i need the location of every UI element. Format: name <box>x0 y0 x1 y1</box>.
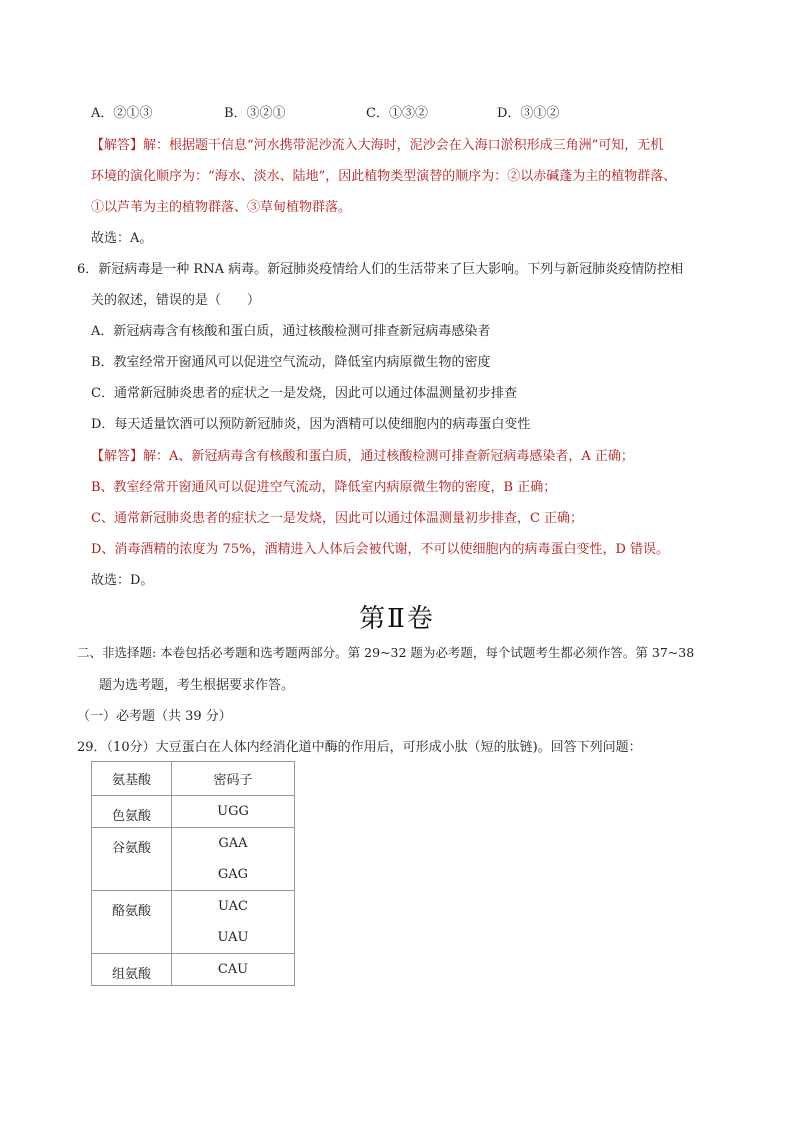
table-header-row <box>92 762 295 796</box>
codon-value: UGG <box>217 804 249 819</box>
table-header-codon: 密码子 <box>172 762 295 796</box>
answer-prefix: 【解答】 <box>91 138 144 153</box>
part2-subheading: （一）必考题（共 39 分） <box>77 709 232 724</box>
table-row <box>92 891 295 954</box>
q6-choice: 故选：D。 <box>91 573 154 588</box>
q5-answer-line-2: 环境的演化顺序为：“海水、淡水、陆地”，因此植物类型演替的顺序为：②以赤碱蓬为主的植物群落、 <box>91 169 677 184</box>
q5-choice: 故选：A。 <box>91 231 153 246</box>
part2-intro-line-1: 二、非选择题: 本卷包括必考题和选考题两部分。第 29~32 题为必考题，每个试题考生都必须作答。第 37~38 <box>77 645 695 660</box>
q6-answer-line-1: 【解答】解：A、新冠病毒含有核酸和蛋白质，通过核酸检测可排查新冠病毒感染者，A 正确； <box>91 449 634 464</box>
q5-option-d: D．③①② <box>497 106 560 121</box>
q6-option-a: A．新冠病毒含有核酸和蛋白质，通过核酸检测可排查新冠病毒感染者 <box>91 324 491 339</box>
codon-value: UAC <box>218 899 248 914</box>
table-row <box>92 796 295 828</box>
q29-stem: 29．（10分）大豆蛋白在人体内经消化道中酶的作用后，可形成小肽（短的肽链)。回答下列问题： <box>77 740 642 755</box>
q5-option-c: C．①③② <box>366 106 428 121</box>
section-title: 第Ⅱ卷 <box>359 604 435 634</box>
q6-stem-line-2: 关的叙述，错误的是（ ） <box>91 293 261 308</box>
amino-acid-name: 酪氨酸 <box>111 904 151 919</box>
codon-value: GAA <box>218 836 248 851</box>
codon-value: GAG <box>217 867 249 882</box>
part2-intro-line-2: 题为选考题，考生根据要求作答。 <box>99 678 295 693</box>
q6-answer-line-3: C、通常新冠肺炎患者的症状之一是发烧，因此可以通过体温测量初步排查，C 正确； <box>91 511 584 526</box>
q5-answer-line-3: ①以芦苇为主的植物群落、③草甸植物群落。 <box>91 200 352 215</box>
codon-value: CAU <box>217 962 249 977</box>
table-row <box>92 828 295 891</box>
answer-prefix: 【解答】 <box>91 449 144 464</box>
q5-answer-line-1: 【解答】解：根据题干信息“河水携带泥沙流入大海时，泥沙会在入海口淤积形成三角洲”可知，无机 <box>91 138 664 153</box>
codon-table <box>91 761 295 986</box>
table-header-amino-acid: 氨基酸 <box>92 762 172 796</box>
amino-acid-name: 组氨酸 <box>111 967 151 982</box>
amino-acid-name: 谷氨酸 <box>111 841 151 856</box>
q6-option-c: C．通常新冠肺炎患者的症状之一是发烧，因此可以通过体温测量初步排查 <box>91 386 517 401</box>
q5-option-a: A．②①③ <box>91 106 153 121</box>
q6-option-d: D．每天适量饮酒可以预防新冠肺炎，因为酒精可以使细胞内的病毒蛋白变性 <box>91 417 531 432</box>
q5-option-b: B．③②① <box>224 106 286 121</box>
q6-answer-line-4: D、消毒酒精的浓度为 75%，酒精进入人体后会被代谢，不可以使细胞内的病毒蛋白变性，D 错误。 <box>91 542 670 557</box>
q6-answer-line-2: B、教室经常开窗通风可以促进空气流动，降低室内病原微生物的密度，B 正确； <box>91 480 557 495</box>
table-row <box>92 954 295 986</box>
amino-acid-name: 色氨酸 <box>111 809 151 824</box>
q6-option-b: B．教室经常开窗通风可以促进空气流动，降低室内病原微生物的密度 <box>91 355 491 370</box>
q6-stem-line-1: 6．新冠病毒是一种 RNA 病毒。新冠肺炎疫情给人们的生活带来了巨大影响。下列与新冠肺炎疫情防控相 <box>77 262 684 277</box>
codon-value: UAU <box>217 930 249 945</box>
